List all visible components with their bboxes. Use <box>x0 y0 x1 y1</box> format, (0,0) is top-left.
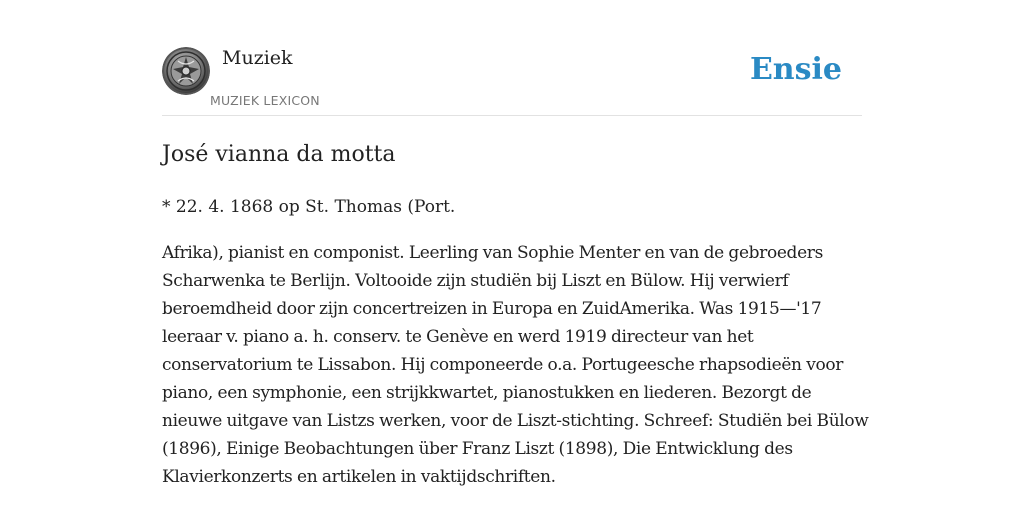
article-body: Afrika), pianist en componist. Leerling van Sophie Menter en van de gebroeders Scharwenka te Berlijn. Voltooide zijn studiën bij Liszt en Bülow. Hij verwierf beroemdheid door zijn concertreizen in Europa en ZuidAmerika. Was 1915—'17 leeraar v. piano a. h. conserv. te Genève en werd 1919 directeur van het conservatorium te Lissabon. Hij componeerde o.a. Portugeesche rhapsodieën voor piano, een symphonie, een strijkkwartet, pianostukken en liederen. Bezorgt de nieuwe uitgave van Listzs werken, voor de Liszt-stichting. Schreef: Studiën bei Bülow (1896), Einige Beobachtungen über Franz Liszt (1898), Die Entwicklung des Klavierkonzerts en artikelen in vaktijdschriften. <box>162 243 869 487</box>
header-divider <box>162 115 862 116</box>
article-title: José vianna da motta <box>162 142 396 167</box>
site-name[interactable]: Muziek <box>222 47 293 69</box>
brand-logo-link[interactable]: Ensie <box>749 52 842 87</box>
article-lead: * 22. 4. 1868 op St. Thomas (Port. <box>162 197 456 217</box>
site-header <box>162 46 862 116</box>
site-subtitle: MUZIEK LEXICON <box>210 93 320 108</box>
medallion-icon[interactable] <box>162 47 210 95</box>
